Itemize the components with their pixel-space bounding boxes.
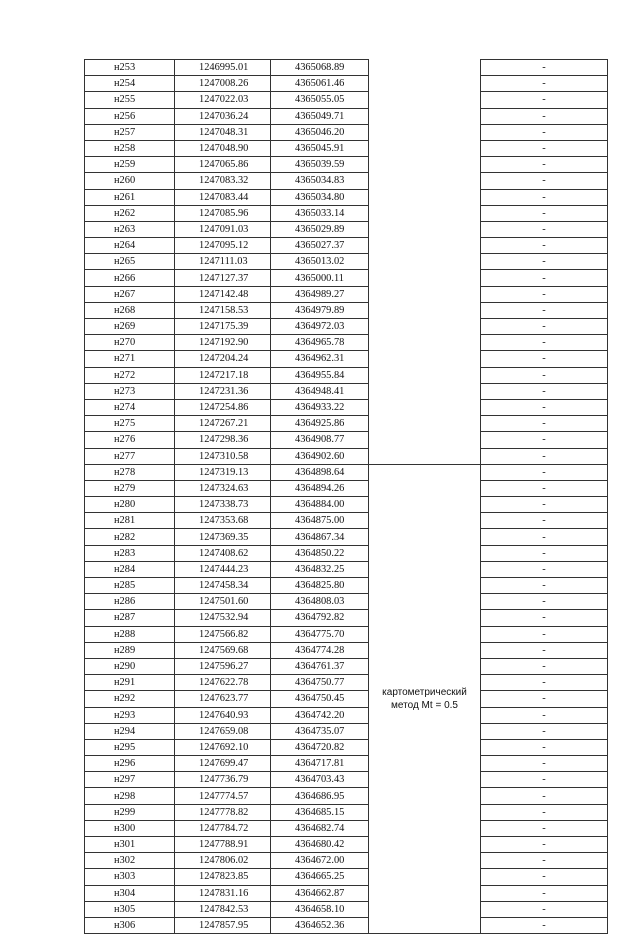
x-coordinate-cell: 1247204.24 xyxy=(175,351,271,367)
point-id-cell: н261 xyxy=(85,189,175,205)
table-row xyxy=(85,545,608,561)
point-id-cell: н302 xyxy=(85,853,175,869)
point-id-cell: н294 xyxy=(85,723,175,739)
y-coordinate-cell: 4364682.74 xyxy=(271,820,369,836)
table-row xyxy=(85,464,608,480)
y-coordinate-cell: 4364948.41 xyxy=(271,383,369,399)
y-coordinate-cell: 4364750.45 xyxy=(271,691,369,707)
x-coordinate-cell: 1247831.16 xyxy=(175,885,271,901)
point-id-cell: н280 xyxy=(85,497,175,513)
table-row xyxy=(85,869,608,885)
accuracy-cell: - xyxy=(481,707,608,723)
y-coordinate-cell: 4364989.27 xyxy=(271,286,369,302)
y-coordinate-cell: 4365013.02 xyxy=(271,254,369,270)
point-id-cell: н292 xyxy=(85,691,175,707)
point-id-cell: н296 xyxy=(85,756,175,772)
accuracy-cell: - xyxy=(481,901,608,917)
point-id-cell: н279 xyxy=(85,480,175,496)
point-id-cell: н273 xyxy=(85,383,175,399)
x-coordinate-cell: 1247788.91 xyxy=(175,837,271,853)
y-coordinate-cell: 4365029.89 xyxy=(271,221,369,237)
y-coordinate-cell: 4364774.28 xyxy=(271,642,369,658)
point-id-cell: н285 xyxy=(85,578,175,594)
y-coordinate-cell: 4364735.07 xyxy=(271,723,369,739)
x-coordinate-cell: 1247231.36 xyxy=(175,383,271,399)
y-coordinate-cell: 4364850.22 xyxy=(271,545,369,561)
accuracy-cell: - xyxy=(481,772,608,788)
x-coordinate-cell: 1247569.68 xyxy=(175,642,271,658)
accuracy-cell: - xyxy=(481,76,608,92)
y-coordinate-cell: 4364875.00 xyxy=(271,513,369,529)
x-coordinate-cell: 1247319.13 xyxy=(175,464,271,480)
x-coordinate-cell: 1247699.47 xyxy=(175,756,271,772)
accuracy-cell: - xyxy=(481,820,608,836)
method-accuracy: метод Mt = 0.5 xyxy=(391,699,458,711)
point-id-cell: н255 xyxy=(85,92,175,108)
x-coordinate-cell: 1247369.35 xyxy=(175,529,271,545)
table-row xyxy=(85,723,608,739)
point-id-cell: н254 xyxy=(85,76,175,92)
table-row xyxy=(85,448,608,464)
accuracy-cell: - xyxy=(481,578,608,594)
point-id-cell: н290 xyxy=(85,658,175,674)
point-id-cell: н283 xyxy=(85,545,175,561)
point-id-cell: н275 xyxy=(85,416,175,432)
point-id-cell: н262 xyxy=(85,205,175,221)
coordinates-table xyxy=(84,59,608,934)
y-coordinate-cell: 4364662.87 xyxy=(271,885,369,901)
point-id-cell: н278 xyxy=(85,464,175,480)
x-coordinate-cell: 1247596.27 xyxy=(175,658,271,674)
y-coordinate-cell: 4364898.64 xyxy=(271,464,369,480)
table-row xyxy=(85,513,608,529)
x-coordinate-cell: 1247784.72 xyxy=(175,820,271,836)
point-id-cell: н305 xyxy=(85,901,175,917)
x-coordinate-cell: 1247048.90 xyxy=(175,140,271,156)
x-coordinate-cell: 1247091.03 xyxy=(175,221,271,237)
point-id-cell: н257 xyxy=(85,124,175,140)
table-row xyxy=(85,416,608,432)
x-coordinate-cell: 1247310.58 xyxy=(175,448,271,464)
y-coordinate-cell: 4364825.80 xyxy=(271,578,369,594)
y-coordinate-cell: 4364717.81 xyxy=(271,756,369,772)
x-coordinate-cell: 1247192.90 xyxy=(175,335,271,351)
accuracy-cell: - xyxy=(481,140,608,156)
accuracy-cell: - xyxy=(481,529,608,545)
method-cell xyxy=(369,464,481,933)
table-row xyxy=(85,92,608,108)
table-row xyxy=(85,917,608,933)
accuracy-cell: - xyxy=(481,723,608,739)
x-coordinate-cell: 1247324.63 xyxy=(175,480,271,496)
x-coordinate-cell: 1247111.03 xyxy=(175,254,271,270)
accuracy-cell: - xyxy=(481,642,608,658)
accuracy-cell: - xyxy=(481,497,608,513)
y-coordinate-cell: 4364672.00 xyxy=(271,853,369,869)
y-coordinate-cell: 4365045.91 xyxy=(271,140,369,156)
table-row xyxy=(85,108,608,124)
point-id-cell: н259 xyxy=(85,157,175,173)
table-row xyxy=(85,76,608,92)
accuracy-cell: - xyxy=(481,286,608,302)
x-coordinate-cell: 1247692.10 xyxy=(175,739,271,755)
point-id-cell: н272 xyxy=(85,367,175,383)
accuracy-cell: - xyxy=(481,513,608,529)
table-row xyxy=(85,254,608,270)
x-coordinate-cell: 1247408.62 xyxy=(175,545,271,561)
point-id-cell: н271 xyxy=(85,351,175,367)
accuracy-cell: - xyxy=(481,464,608,480)
x-coordinate-cell: 1247083.44 xyxy=(175,189,271,205)
table-row xyxy=(85,124,608,140)
table-row xyxy=(85,302,608,318)
point-id-cell: н270 xyxy=(85,335,175,351)
accuracy-cell: - xyxy=(481,173,608,189)
x-coordinate-cell: 1247736.79 xyxy=(175,772,271,788)
y-coordinate-cell: 4364884.00 xyxy=(271,497,369,513)
y-coordinate-cell: 4364680.42 xyxy=(271,837,369,853)
table-row xyxy=(85,739,608,755)
y-coordinate-cell: 4364972.03 xyxy=(271,319,369,335)
accuracy-cell: - xyxy=(481,432,608,448)
table-row xyxy=(85,270,608,286)
accuracy-cell: - xyxy=(481,60,608,76)
y-coordinate-cell: 4365055.05 xyxy=(271,92,369,108)
y-coordinate-cell: 4365039.59 xyxy=(271,157,369,173)
method-cell-empty xyxy=(369,60,481,465)
x-coordinate-cell: 1247142.48 xyxy=(175,286,271,302)
y-coordinate-cell: 4364665.25 xyxy=(271,869,369,885)
y-coordinate-cell: 4364965.78 xyxy=(271,335,369,351)
y-coordinate-cell: 4364867.34 xyxy=(271,529,369,545)
y-coordinate-cell: 4364933.22 xyxy=(271,399,369,415)
x-coordinate-cell: 1247127.37 xyxy=(175,270,271,286)
table-row xyxy=(85,788,608,804)
accuracy-cell: - xyxy=(481,756,608,772)
table-row xyxy=(85,820,608,836)
table-row xyxy=(85,367,608,383)
x-coordinate-cell: 1247566.82 xyxy=(175,626,271,642)
x-coordinate-cell: 1247267.21 xyxy=(175,416,271,432)
point-id-cell: н263 xyxy=(85,221,175,237)
y-coordinate-cell: 4364925.86 xyxy=(271,416,369,432)
x-coordinate-cell: 1247008.26 xyxy=(175,76,271,92)
x-coordinate-cell: 1247036.24 xyxy=(175,108,271,124)
point-id-cell: н306 xyxy=(85,917,175,933)
table-row xyxy=(85,497,608,513)
point-id-cell: н288 xyxy=(85,626,175,642)
table-row xyxy=(85,157,608,173)
y-coordinate-cell: 4364742.20 xyxy=(271,707,369,723)
y-coordinate-cell: 4364908.77 xyxy=(271,432,369,448)
y-coordinate-cell: 4364685.15 xyxy=(271,804,369,820)
x-coordinate-cell: 1247622.78 xyxy=(175,675,271,691)
y-coordinate-cell: 4364658.10 xyxy=(271,901,369,917)
accuracy-cell: - xyxy=(481,254,608,270)
table-row xyxy=(85,335,608,351)
x-coordinate-cell: 1247022.03 xyxy=(175,92,271,108)
point-id-cell: н297 xyxy=(85,772,175,788)
point-id-cell: н277 xyxy=(85,448,175,464)
x-coordinate-cell: 1247444.23 xyxy=(175,561,271,577)
point-id-cell: н258 xyxy=(85,140,175,156)
table-row xyxy=(85,173,608,189)
accuracy-cell: - xyxy=(481,561,608,577)
x-coordinate-cell: 1247095.12 xyxy=(175,238,271,254)
y-coordinate-cell: 4365061.46 xyxy=(271,76,369,92)
accuracy-cell: - xyxy=(481,92,608,108)
accuracy-cell: - xyxy=(481,691,608,707)
table-row xyxy=(85,675,608,691)
y-coordinate-cell: 4364720.82 xyxy=(271,739,369,755)
table-row xyxy=(85,885,608,901)
x-coordinate-cell: 1247085.96 xyxy=(175,205,271,221)
table-row xyxy=(85,578,608,594)
x-coordinate-cell: 1247217.18 xyxy=(175,367,271,383)
table-row xyxy=(85,772,608,788)
point-id-cell: н253 xyxy=(85,60,175,76)
x-coordinate-cell: 1246995.01 xyxy=(175,60,271,76)
y-coordinate-cell: 4365033.14 xyxy=(271,205,369,221)
accuracy-cell: - xyxy=(481,804,608,820)
x-coordinate-cell: 1247065.86 xyxy=(175,157,271,173)
accuracy-cell: - xyxy=(481,739,608,755)
x-coordinate-cell: 1247532.94 xyxy=(175,610,271,626)
accuracy-cell: - xyxy=(481,157,608,173)
y-coordinate-cell: 4365068.89 xyxy=(271,60,369,76)
x-coordinate-cell: 1247353.68 xyxy=(175,513,271,529)
point-id-cell: н260 xyxy=(85,173,175,189)
point-id-cell: н276 xyxy=(85,432,175,448)
x-coordinate-cell: 1247640.93 xyxy=(175,707,271,723)
table-row xyxy=(85,205,608,221)
x-coordinate-cell: 1247501.60 xyxy=(175,594,271,610)
point-id-cell: н256 xyxy=(85,108,175,124)
point-id-cell: н267 xyxy=(85,286,175,302)
table-row xyxy=(85,480,608,496)
table-row xyxy=(85,610,608,626)
table-row xyxy=(85,399,608,415)
y-coordinate-cell: 4364761.37 xyxy=(271,658,369,674)
point-id-cell: н284 xyxy=(85,561,175,577)
y-coordinate-cell: 4364902.60 xyxy=(271,448,369,464)
x-coordinate-cell: 1247158.53 xyxy=(175,302,271,318)
table-row xyxy=(85,319,608,335)
table-row xyxy=(85,594,608,610)
x-coordinate-cell: 1247778.82 xyxy=(175,804,271,820)
y-coordinate-cell: 4365034.83 xyxy=(271,173,369,189)
accuracy-cell: - xyxy=(481,626,608,642)
y-coordinate-cell: 4365027.37 xyxy=(271,238,369,254)
x-coordinate-cell: 1247338.73 xyxy=(175,497,271,513)
y-coordinate-cell: 4364894.26 xyxy=(271,480,369,496)
accuracy-cell: - xyxy=(481,399,608,415)
table-row xyxy=(85,837,608,853)
table-row xyxy=(85,626,608,642)
accuracy-cell: - xyxy=(481,302,608,318)
point-id-cell: н286 xyxy=(85,594,175,610)
accuracy-cell: - xyxy=(481,594,608,610)
accuracy-cell: - xyxy=(481,853,608,869)
table-row xyxy=(85,561,608,577)
x-coordinate-cell: 1247806.02 xyxy=(175,853,271,869)
accuracy-cell: - xyxy=(481,658,608,674)
accuracy-cell: - xyxy=(481,448,608,464)
x-coordinate-cell: 1247254.86 xyxy=(175,399,271,415)
table-row xyxy=(85,432,608,448)
y-coordinate-cell: 4364750.77 xyxy=(271,675,369,691)
x-coordinate-cell: 1247083.32 xyxy=(175,173,271,189)
y-coordinate-cell: 4364832.25 xyxy=(271,561,369,577)
x-coordinate-cell: 1247823.85 xyxy=(175,869,271,885)
table-row xyxy=(85,804,608,820)
accuracy-cell: - xyxy=(481,610,608,626)
accuracy-cell: - xyxy=(481,885,608,901)
accuracy-cell: - xyxy=(481,319,608,335)
point-id-cell: н265 xyxy=(85,254,175,270)
table-row xyxy=(85,221,608,237)
table-row xyxy=(85,140,608,156)
accuracy-cell: - xyxy=(481,837,608,853)
table-row xyxy=(85,189,608,205)
table-row xyxy=(85,383,608,399)
table-row xyxy=(85,756,608,772)
y-coordinate-cell: 4364962.31 xyxy=(271,351,369,367)
accuracy-cell: - xyxy=(481,545,608,561)
point-id-cell: н264 xyxy=(85,238,175,254)
x-coordinate-cell: 1247298.36 xyxy=(175,432,271,448)
table-row xyxy=(85,658,608,674)
point-id-cell: н289 xyxy=(85,642,175,658)
x-coordinate-cell: 1247048.31 xyxy=(175,124,271,140)
y-coordinate-cell: 4364792.82 xyxy=(271,610,369,626)
accuracy-cell: - xyxy=(481,108,608,124)
x-coordinate-cell: 1247659.08 xyxy=(175,723,271,739)
table-row xyxy=(85,901,608,917)
point-id-cell: н300 xyxy=(85,820,175,836)
y-coordinate-cell: 4365049.71 xyxy=(271,108,369,124)
x-coordinate-cell: 1247774.57 xyxy=(175,788,271,804)
point-id-cell: н281 xyxy=(85,513,175,529)
table-row xyxy=(85,529,608,545)
point-id-cell: н269 xyxy=(85,319,175,335)
point-id-cell: н299 xyxy=(85,804,175,820)
method-name: картометрический xyxy=(382,686,467,698)
x-coordinate-cell: 1247842.53 xyxy=(175,901,271,917)
x-coordinate-cell: 1247175.39 xyxy=(175,319,271,335)
y-coordinate-cell: 4364808.03 xyxy=(271,594,369,610)
y-coordinate-cell: 4365034.80 xyxy=(271,189,369,205)
point-id-cell: н266 xyxy=(85,270,175,286)
accuracy-cell: - xyxy=(481,917,608,933)
table-row xyxy=(85,853,608,869)
accuracy-cell: - xyxy=(481,351,608,367)
point-id-cell: н291 xyxy=(85,675,175,691)
table-row xyxy=(85,351,608,367)
y-coordinate-cell: 4365000.11 xyxy=(271,270,369,286)
x-coordinate-cell: 1247623.77 xyxy=(175,691,271,707)
table-row xyxy=(85,286,608,302)
point-id-cell: н287 xyxy=(85,610,175,626)
accuracy-cell: - xyxy=(481,788,608,804)
point-id-cell: н282 xyxy=(85,529,175,545)
point-id-cell: н304 xyxy=(85,885,175,901)
accuracy-cell: - xyxy=(481,383,608,399)
point-id-cell: н298 xyxy=(85,788,175,804)
y-coordinate-cell: 4364979.89 xyxy=(271,302,369,318)
y-coordinate-cell: 4364686.95 xyxy=(271,788,369,804)
accuracy-cell: - xyxy=(481,238,608,254)
table-row xyxy=(85,238,608,254)
accuracy-cell: - xyxy=(481,367,608,383)
point-id-cell: н303 xyxy=(85,869,175,885)
coordinates-table-body xyxy=(85,60,608,934)
point-id-cell: н268 xyxy=(85,302,175,318)
accuracy-cell: - xyxy=(481,335,608,351)
accuracy-cell: - xyxy=(481,270,608,286)
y-coordinate-cell: 4364955.84 xyxy=(271,367,369,383)
table-row xyxy=(85,691,608,707)
point-id-cell: н293 xyxy=(85,707,175,723)
point-id-cell: н295 xyxy=(85,739,175,755)
point-id-cell: н274 xyxy=(85,399,175,415)
accuracy-cell: - xyxy=(481,675,608,691)
table-row xyxy=(85,60,608,76)
accuracy-cell: - xyxy=(481,869,608,885)
accuracy-cell: - xyxy=(481,480,608,496)
accuracy-cell: - xyxy=(481,416,608,432)
y-coordinate-cell: 4364775.70 xyxy=(271,626,369,642)
y-coordinate-cell: 4365046.20 xyxy=(271,124,369,140)
y-coordinate-cell: 4364703.43 xyxy=(271,772,369,788)
accuracy-cell: - xyxy=(481,124,608,140)
x-coordinate-cell: 1247458.34 xyxy=(175,578,271,594)
table-row xyxy=(85,642,608,658)
x-coordinate-cell: 1247857.95 xyxy=(175,917,271,933)
y-coordinate-cell: 4364652.36 xyxy=(271,917,369,933)
table-row xyxy=(85,707,608,723)
accuracy-cell: - xyxy=(481,205,608,221)
accuracy-cell: - xyxy=(481,189,608,205)
point-id-cell: н301 xyxy=(85,837,175,853)
accuracy-cell: - xyxy=(481,221,608,237)
